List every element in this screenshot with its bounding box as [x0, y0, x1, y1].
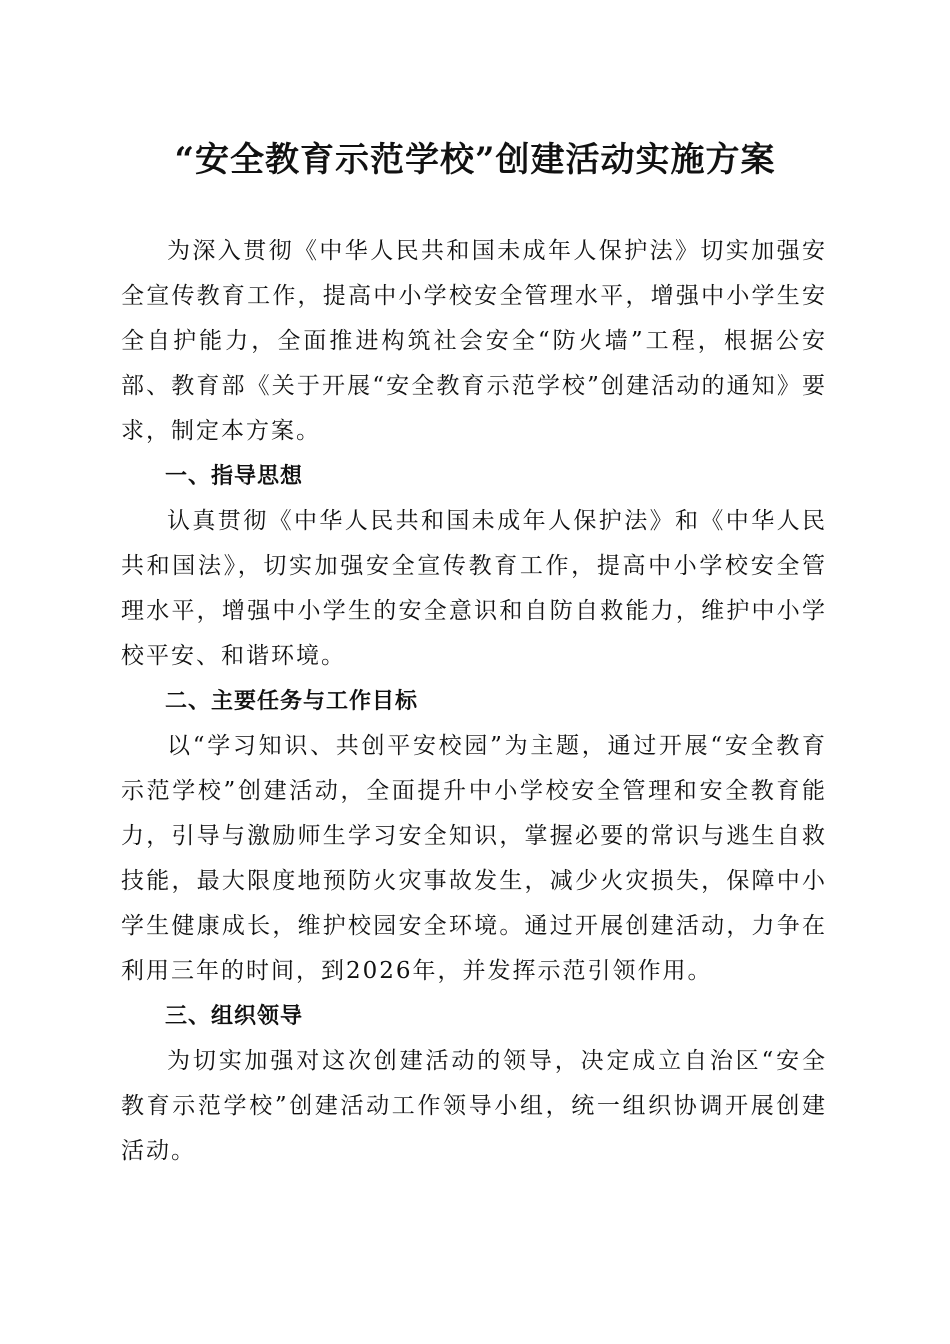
section-heading-organization: 三、组织领导 [165, 1004, 304, 1029]
document-title: “安全教育示范学校”创建活动实施方案 [174, 140, 776, 180]
section-heading-guiding-ideology: 一、指导思想 [165, 464, 304, 489]
section-paragraph-main-tasks: 以“学习知识、共创平安校园”为主题，通过开展“安全教育示范学校”创建活动，全面提升中小学校安全管理和安全教育能力，引导与激励师生学习安全知识，掌握必要的常识与逃生自救技能，最大限度地预防火灾事故发生，减少火灾损失，保障中小学生健康成长，维护校园安全环境。通过开展创建活动，力争在利用三年的时间，到2026年，并发挥示范引领作用。 [121, 733, 827, 984]
intro-paragraph: 为深入贯彻《中华人民共和国未成年人保护法》切实加强安全宣传教育工作，提高中小学校安全管理水平，增强中小学生安全自护能力，全面推进构筑社会安全“防火墙”工程，根据公安部、教育部《关于开展“安全教育示范学校”创建活动的通知》要求，制定本方案。 [121, 238, 827, 444]
section-paragraph-organization: 为切实加强对这次创建活动的领导，决定成立自治区“安全教育示范学校”创建活动工作领导小组，统一组织协调开展创建活动。 [121, 1048, 827, 1164]
section-paragraph-guiding-ideology: 认真贯彻《中华人民共和国未成年人保护法》和《中华人民共和国法》，切实加强安全宣传教育工作，提高中小学校安全管理水平，增强中小学生的安全意识和自防自救能力，维护中小学校平安、和谐环境。 [121, 508, 827, 669]
section-heading-main-tasks: 二、主要任务与工作目标 [165, 689, 419, 714]
document-body [121, 229, 827, 1174]
